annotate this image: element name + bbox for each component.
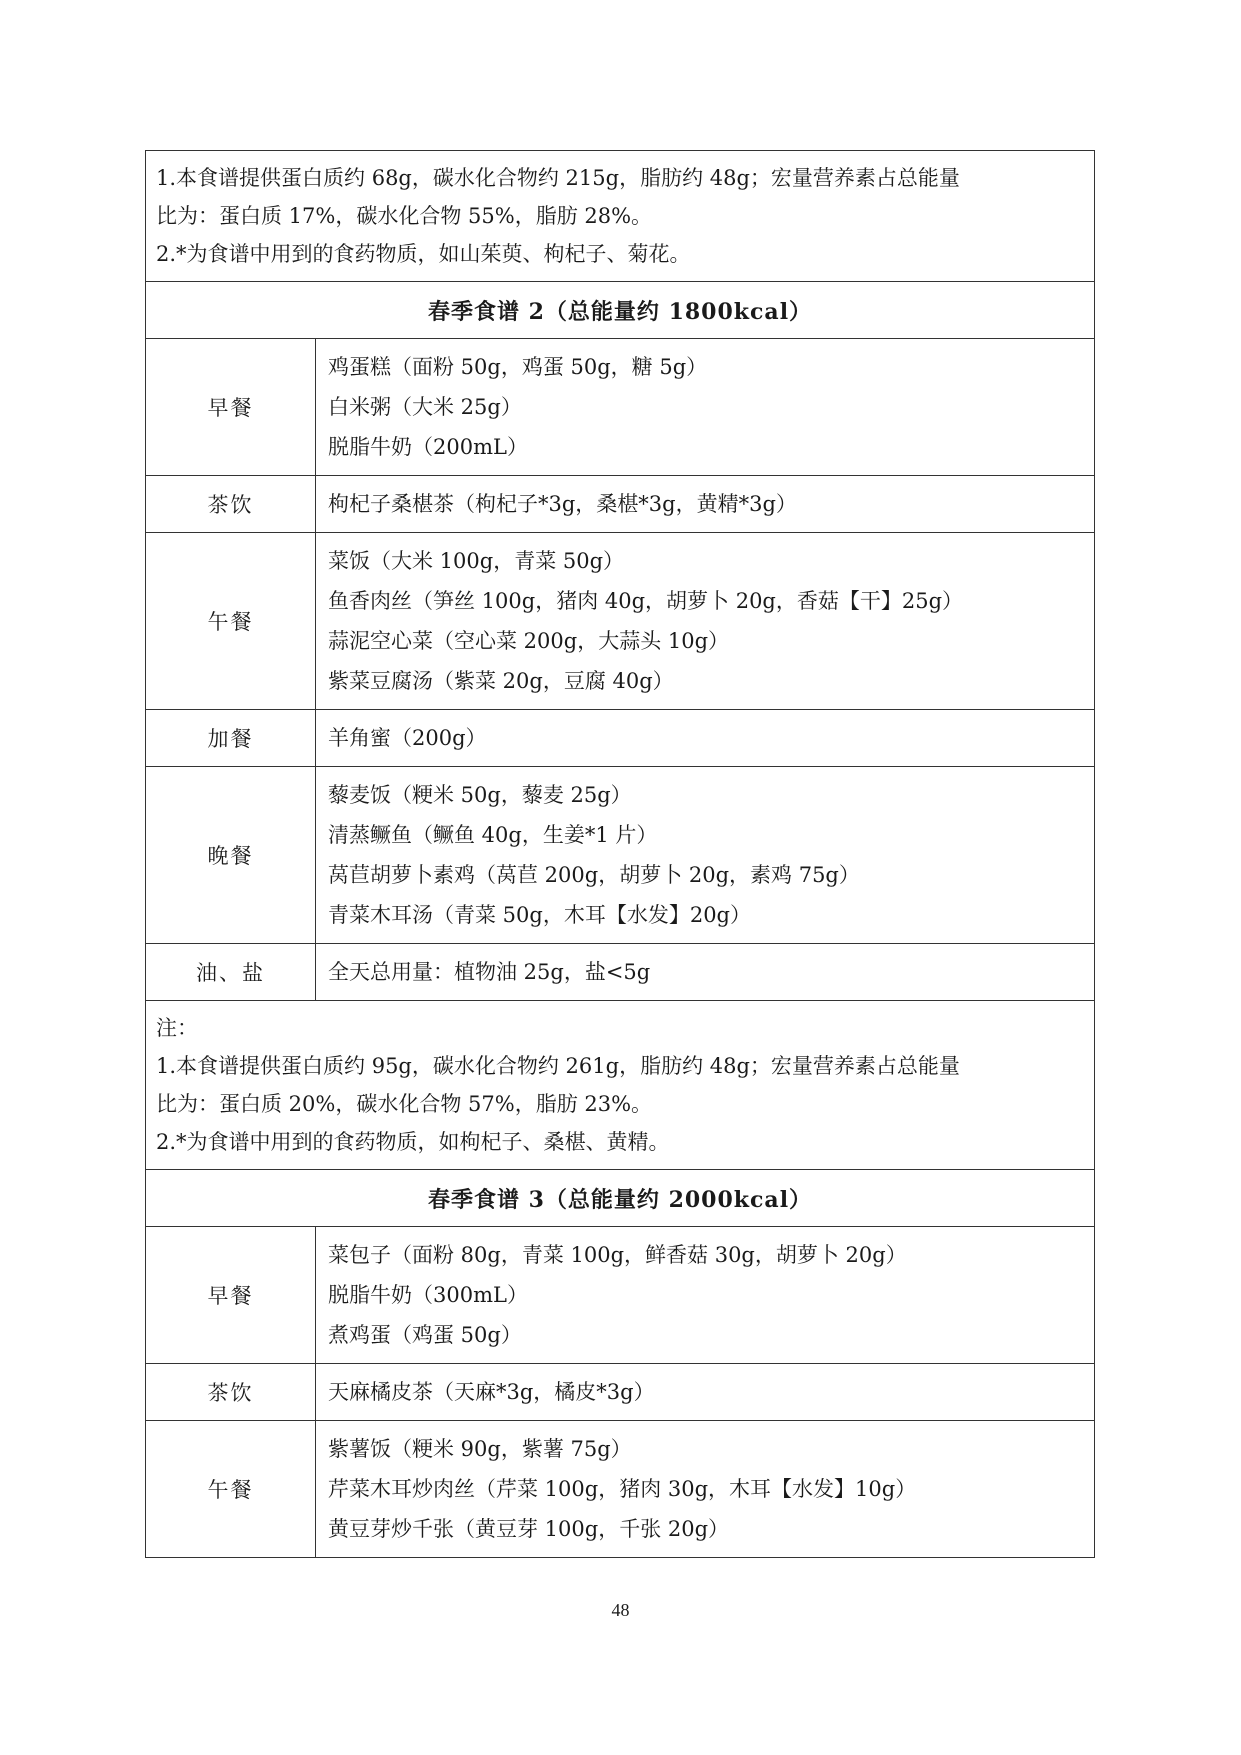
meal-name: 茶饮 — [146, 476, 316, 533]
food-item: 黄豆芽炒千张（黄豆芽 100g，千张 20g） — [328, 1517, 730, 1541]
meal-items — [316, 533, 1095, 710]
food-item: 天麻橘皮茶（天麻*3g，橘皮*3g） — [328, 1380, 655, 1404]
meal-items — [316, 1227, 1095, 1364]
note-line: 1.本食谱提供蛋白质约 95g，碳水化合物约 261g，脂肪约 48g；宏量营养素占总能量 — [156, 1054, 960, 1078]
menu2-tea-row — [146, 476, 1095, 533]
note-line: 2.*为食谱中用到的食药物质，如山茱萸、枸杞子、菊花。 — [156, 242, 691, 266]
food-item: 菜包子（面粉 80g，青菜 100g，鲜香菇 30g，胡萝卜 20g） — [328, 1243, 907, 1267]
meal-items — [316, 476, 1095, 533]
meal-items — [316, 767, 1095, 944]
meal-name: 午餐 — [146, 1421, 316, 1558]
food-item: 紫菜豆腐汤（紫菜 20g，豆腐 40g） — [328, 669, 674, 693]
food-item: 菜饭（大米 100g，青菜 50g） — [328, 549, 625, 573]
food-item: 脱脂牛奶（300mL） — [328, 1283, 528, 1307]
food-item: 清蒸鳜鱼（鳜鱼 40g，生姜*1 片） — [328, 823, 658, 847]
note-line: 比为：蛋白质 20%，碳水化合物 57%，脂肪 23%。 — [156, 1092, 653, 1116]
menu2-breakfast-row — [146, 339, 1095, 476]
food-item: 鸡蛋糕（面粉 50g，鸡蛋 50g，糖 5g） — [328, 355, 708, 379]
prev-notes-cell — [146, 151, 1095, 282]
food-item: 紫薯饭（粳米 90g，紫薯 75g） — [328, 1437, 632, 1461]
meal-name: 加餐 — [146, 710, 316, 767]
page-number: 48 — [611, 1600, 630, 1620]
meal-name: 午餐 — [146, 533, 316, 710]
meal-items — [316, 1421, 1095, 1558]
food-item: 青菜木耳汤（青菜 50g，木耳【水发】20g） — [328, 903, 752, 927]
food-item: 脱脂牛奶（200mL） — [328, 435, 528, 459]
menu3-tea-row — [146, 1364, 1095, 1421]
meal-items — [316, 944, 1095, 1001]
menu2-notes-row — [146, 1001, 1095, 1170]
food-item: 鱼香肉丝（笋丝 100g，猪肉 40g，胡萝卜 20g，香菇【干】25g） — [328, 589, 964, 613]
note-line: 注： — [156, 1016, 198, 1040]
food-item: 羊角蜜（200g） — [328, 726, 487, 750]
menu3-title-row — [146, 1170, 1095, 1227]
menu2-notes-cell — [146, 1001, 1095, 1170]
food-item: 全天总用量：植物油 25g，盐<5g — [328, 960, 651, 984]
food-item: 芹菜木耳炒肉丝（芹菜 100g，猪肉 30g，木耳【水发】10g） — [328, 1477, 917, 1501]
food-item: 莴苣胡萝卜素鸡（莴苣 200g，胡萝卜 20g，素鸡 75g） — [328, 863, 860, 887]
meal-name: 茶饮 — [146, 1364, 316, 1421]
meal-name: 晚餐 — [146, 767, 316, 944]
menu3-title: 春季食谱 3（总能量约 2000kcal） — [146, 1170, 1095, 1227]
menu2-oil-salt-row — [146, 944, 1095, 1001]
meal-items — [316, 710, 1095, 767]
menu2-snack-row — [146, 710, 1095, 767]
menu2-lunch-row — [146, 533, 1095, 710]
meal-name: 油、盐 — [146, 944, 316, 1001]
menu3-lunch-row — [146, 1421, 1095, 1558]
food-item: 蒜泥空心菜（空心菜 200g，大蒜头 10g） — [328, 629, 730, 653]
note-line: 比为：蛋白质 17%，碳水化合物 55%，脂肪 28%。 — [156, 204, 653, 228]
menu-table — [145, 150, 1095, 1558]
food-item: 枸杞子桑椹茶（枸杞子*3g，桑椹*3g，黄精*3g） — [328, 492, 797, 516]
prev-notes-row — [146, 151, 1095, 282]
food-item: 白米粥（大米 25g） — [328, 395, 522, 419]
food-item: 煮鸡蛋（鸡蛋 50g） — [328, 1323, 522, 1347]
meal-name: 早餐 — [146, 1227, 316, 1364]
menu2-dinner-row — [146, 767, 1095, 944]
meal-items — [316, 339, 1095, 476]
note-line: 1.本食谱提供蛋白质约 68g，碳水化合物约 215g，脂肪约 48g；宏量营养素占总能量 — [156, 166, 960, 190]
menu3-breakfast-row — [146, 1227, 1095, 1364]
menu2-title: 春季食谱 2（总能量约 1800kcal） — [146, 282, 1095, 339]
note-line: 2.*为食谱中用到的食药物质，如枸杞子、桑椹、黄精。 — [156, 1130, 670, 1154]
menu2-title-row — [146, 282, 1095, 339]
food-item: 藜麦饭（粳米 50g，藜麦 25g） — [328, 783, 632, 807]
meal-items — [316, 1364, 1095, 1421]
meal-name: 早餐 — [146, 339, 316, 476]
